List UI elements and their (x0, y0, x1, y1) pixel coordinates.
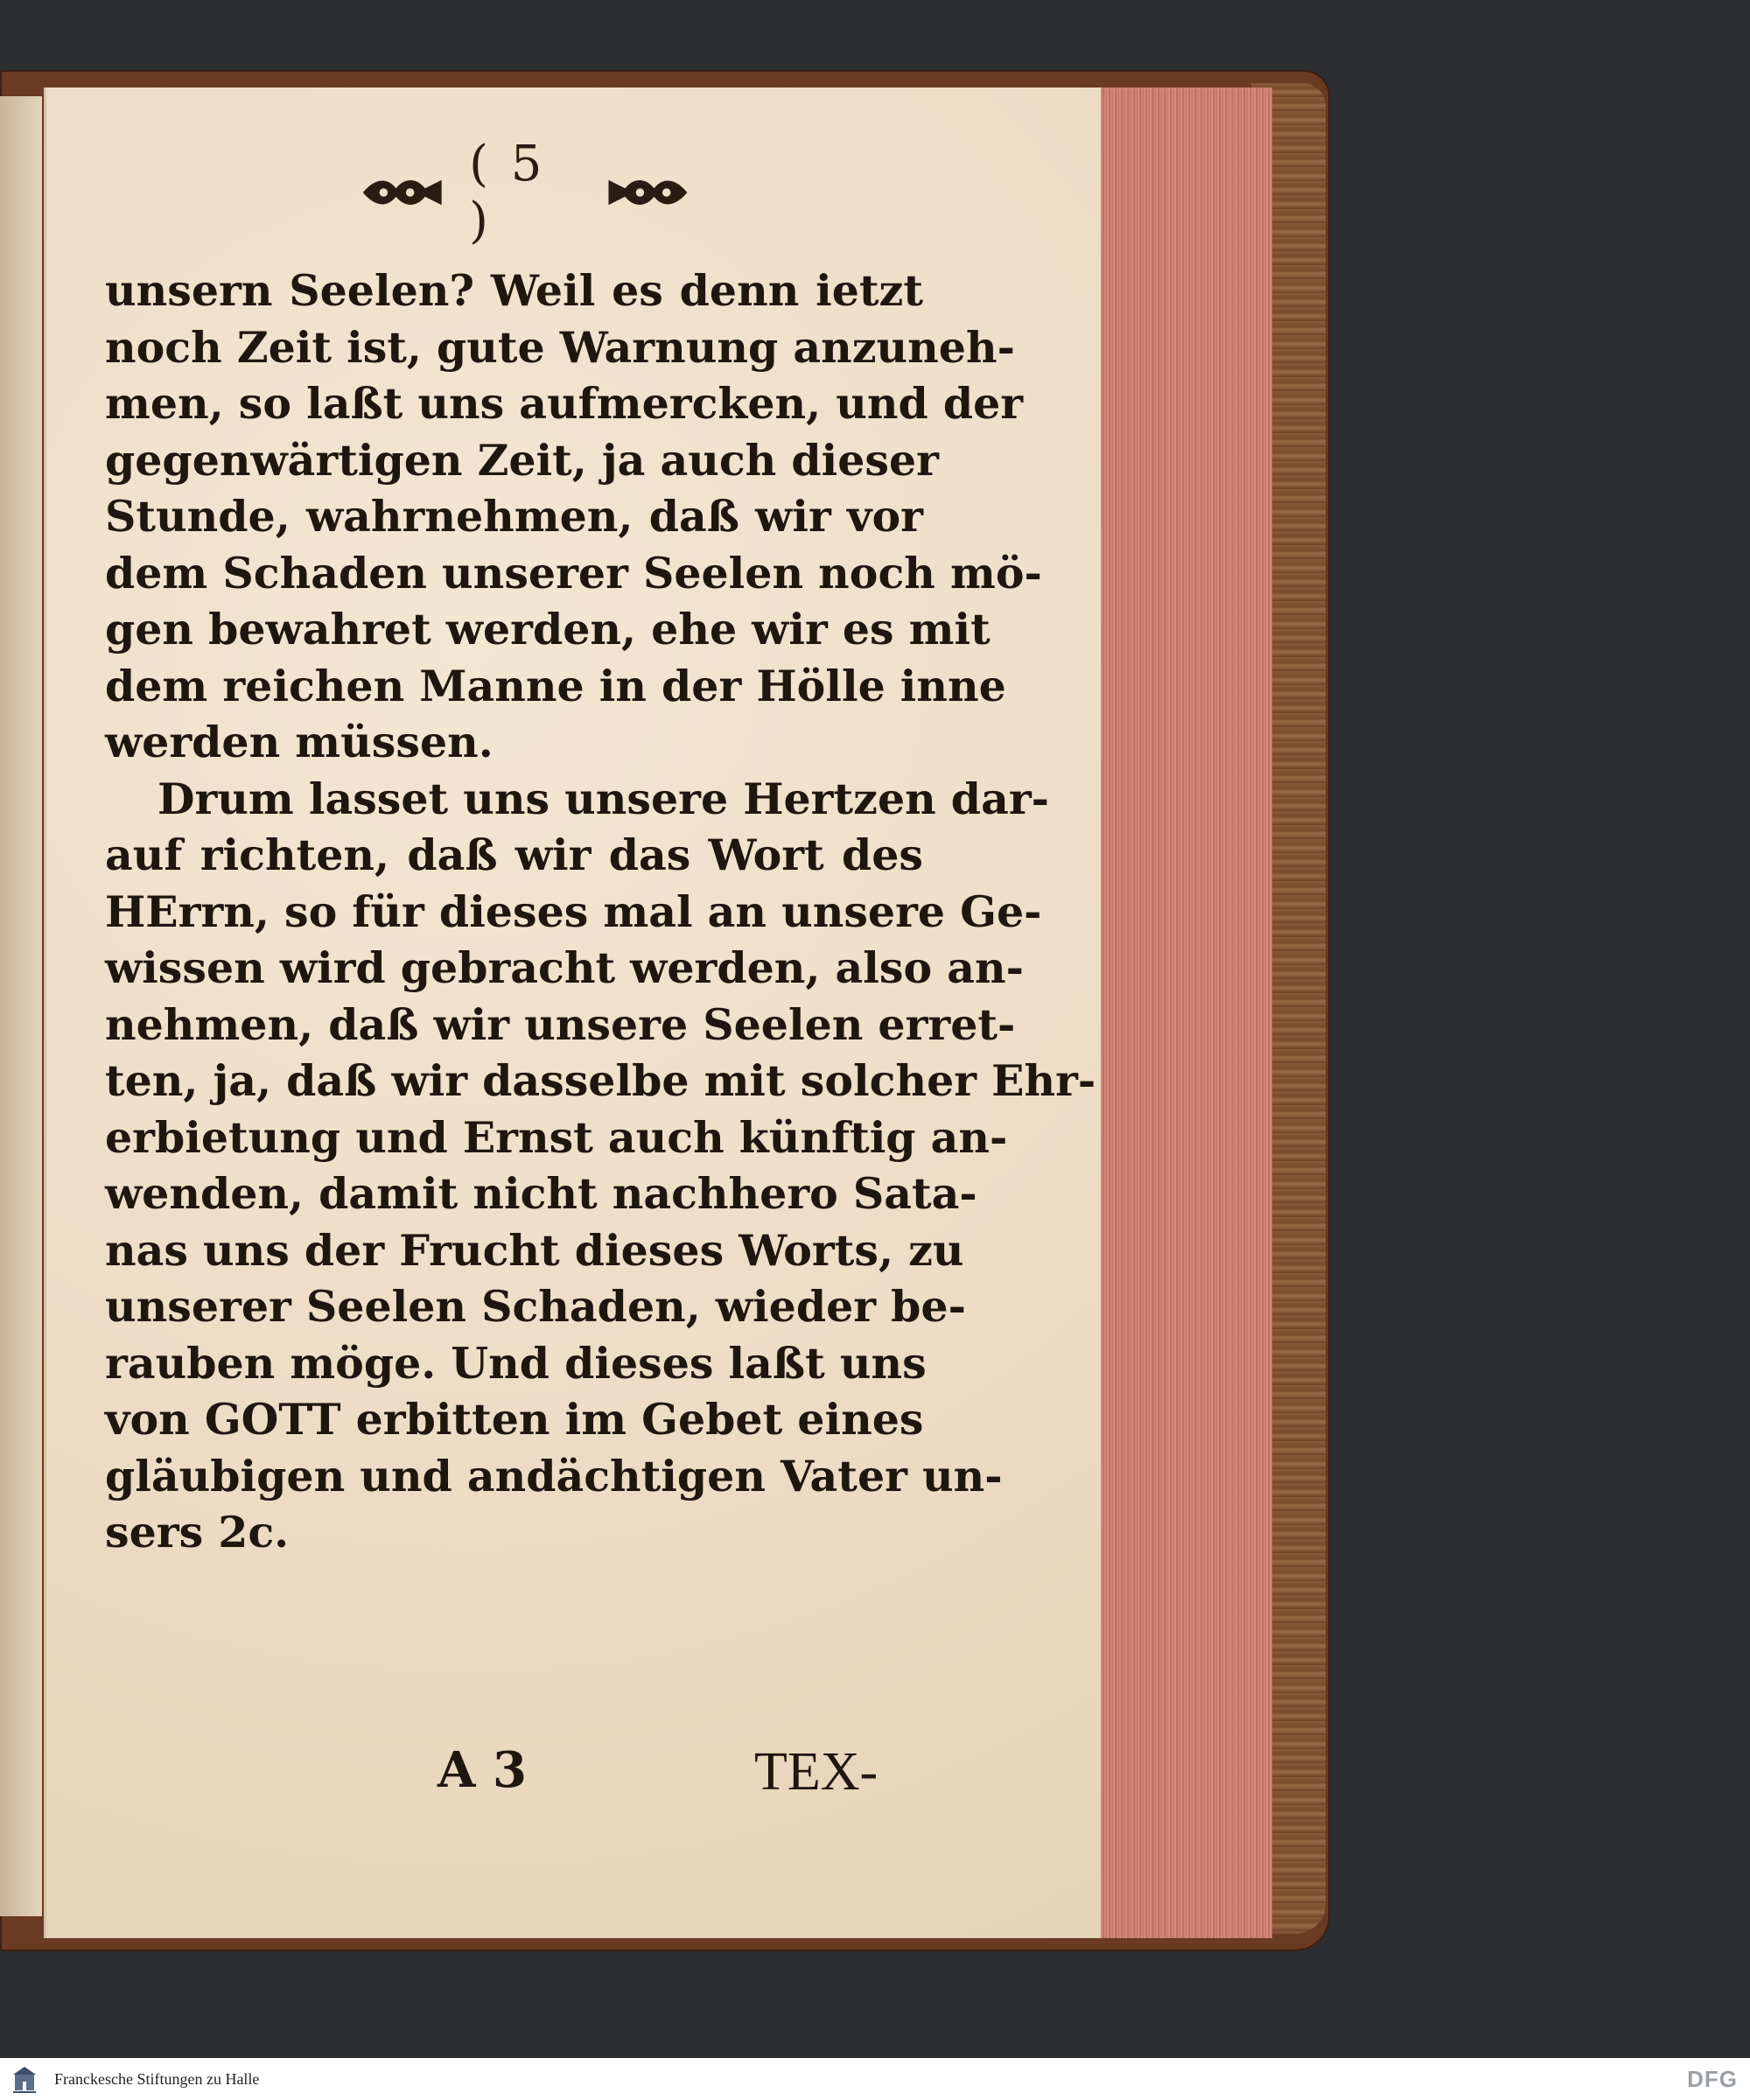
dfg-logo[interactable]: DFG (1687, 2065, 1738, 2092)
ornament-left-icon (359, 172, 450, 213)
page-header (359, 136, 691, 249)
institution-credit (0, 2060, 259, 2098)
catchword: TEX- (754, 1742, 878, 1802)
text-line: ten, ja, daß wir dasselbe mit solcher Ehr- (105, 1055, 1096, 1106)
text-line: wenden, damit nicht nachhero Sata- (105, 1168, 977, 1219)
book-fore-edge (1096, 88, 1272, 1938)
text-line: dem Schaden unserer Seelen noch mö- (105, 547, 1042, 598)
text-line: unserer Seelen Schaden, wieder be- (105, 1281, 966, 1332)
facing-page-edge (0, 96, 42, 1916)
text-line: noch Zeit ist, gute Warnung anzuneh- (105, 321, 1015, 373)
signature-mark: A 3 (438, 1741, 527, 1799)
text-line: gegenwärtigen Zeit, ja auch dieser (105, 434, 939, 486)
text-line: werden müssen. (105, 717, 494, 767)
text-line: Drum lasset uns unsere Hertzen dar- (158, 773, 1049, 824)
institution-name[interactable]: Franckesche Stiftungen zu Halle (54, 2069, 260, 2088)
text-line: auf richten, daß wir das Wort des (105, 830, 923, 880)
text-line: rauben möge. Und dieses laßt uns (105, 1337, 927, 1389)
text-line: erbietung und Ernst auch künftig an- (105, 1111, 1008, 1163)
text-line: men, so laßt uns aufmercken, und der (105, 378, 1024, 429)
viewer-footer-bar (0, 2058, 1750, 2100)
text-line: dem reichen Manne in der Hölle inne (105, 660, 1006, 711)
text-line: gen bewahret werden, ehe wir es mit (105, 604, 990, 654)
page-number: ( 5 ) (469, 136, 546, 249)
text-line: wissen wird gebracht werden, also an- (105, 942, 1024, 993)
text-line: sers 2c. (105, 1507, 290, 1558)
institution-logo-icon[interactable] (5, 2060, 44, 2098)
building-icon (11, 2064, 38, 2094)
text-line: nas uns der Frucht dieses Worts, zu (105, 1224, 964, 1276)
text-line: unsern Seelen? Weil es denn ietzt (105, 265, 923, 316)
text-line: HErrn, so für dieses mal an unsere Ge- (105, 886, 1042, 937)
page-body-text (105, 262, 1096, 1561)
text-line: gläubigen und andächtigen Vater un- (105, 1450, 1003, 1502)
text-line: von GOTT erbitten im Gebet eines (105, 1394, 924, 1445)
ornament-right-icon (600, 172, 691, 213)
text-line: nehmen, daß wir unsere Seelen erret- (105, 998, 1016, 1050)
text-line: Stunde, wahrnehmen, daß wir vor (105, 491, 923, 542)
